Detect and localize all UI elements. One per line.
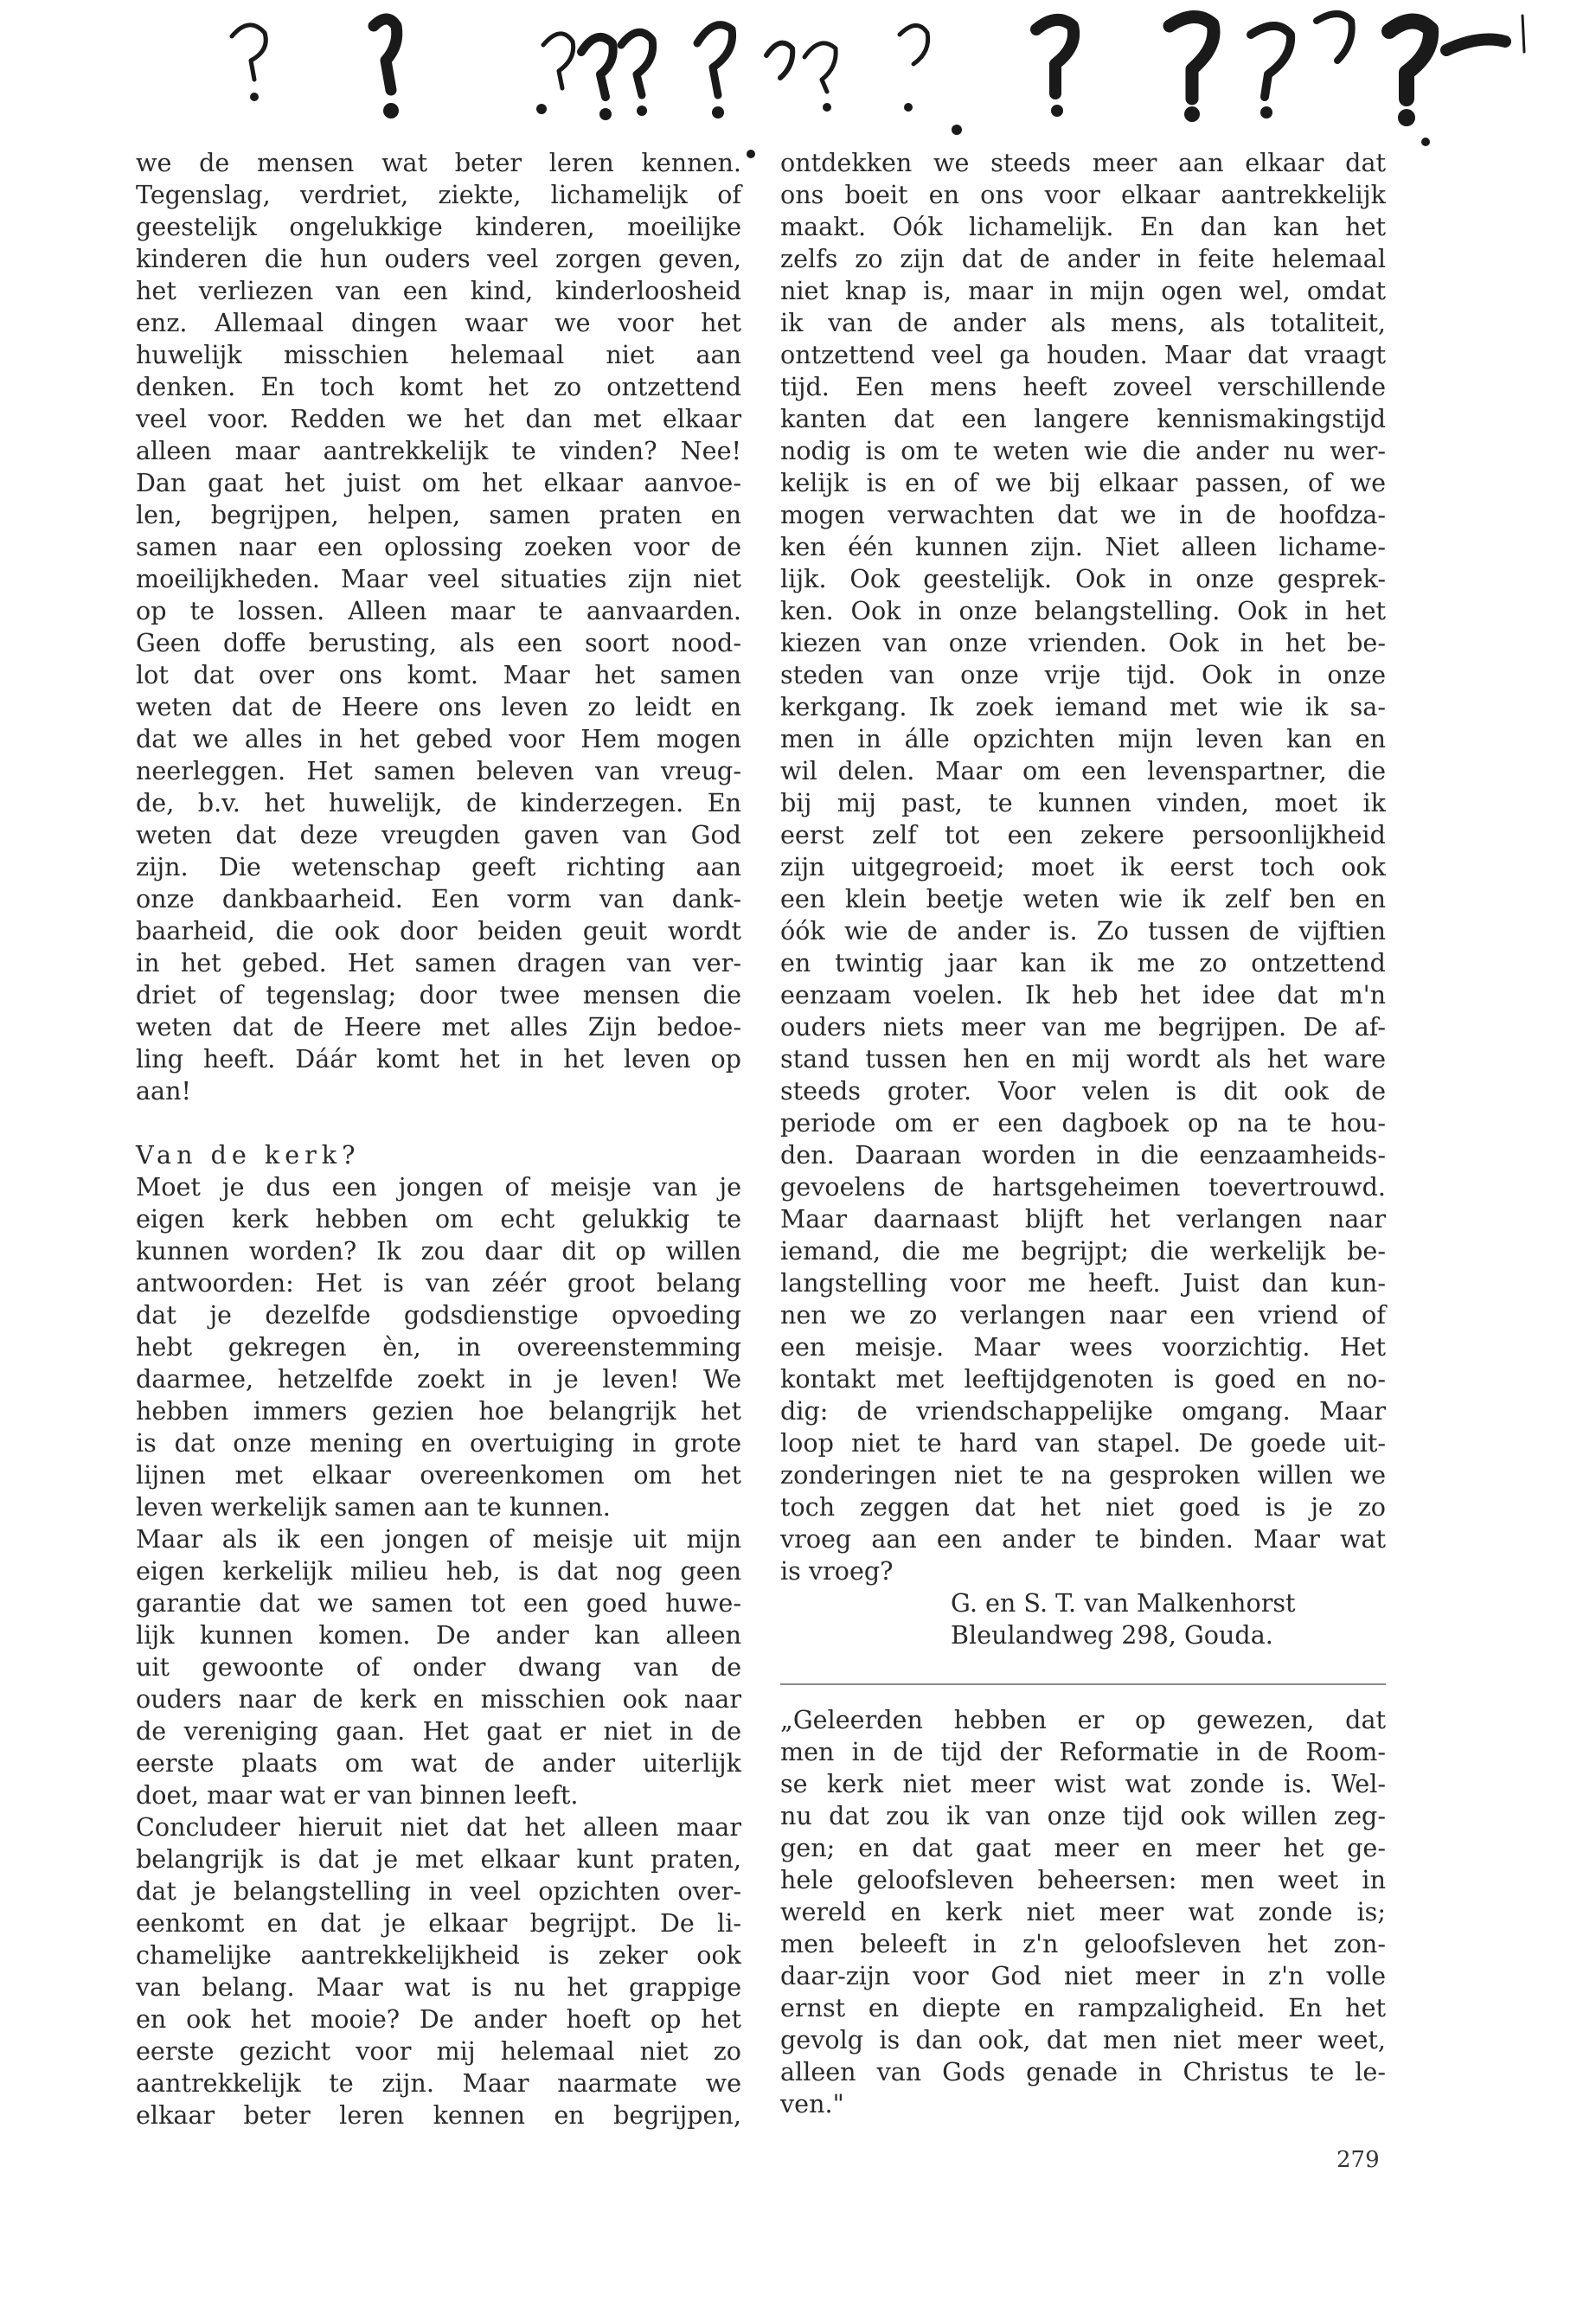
text-line: een klein beetje weten wie ik zelf ben en bbox=[780, 884, 1386, 913]
text-line: lot dat over ons komt. Maar het samen bbox=[136, 660, 741, 689]
text-line: nodig is om te weten wie die ander nu wer- bbox=[780, 436, 1386, 465]
text-line: lijk kunnen komen. De ander kan alleen bbox=[136, 1620, 741, 1650]
signature-name: G. en S. T. van Malkenhorst bbox=[951, 1588, 1296, 1618]
text-line: de vereniging gaan. Het gaat er niet in de bbox=[136, 1716, 741, 1746]
quote-line: nu dat zou ik van onze tijd ook willen zeg- bbox=[780, 1801, 1386, 1830]
text-line: geestelijk ongelukkige kinderen, moeilijke bbox=[136, 212, 741, 241]
text-line: dat je dezelfde godsdienstige opvoeding bbox=[136, 1300, 741, 1330]
text-line: nen we zo verlangen naar een vriend of bbox=[780, 1300, 1386, 1330]
text-line: eigen kerk hebben om echt gelukkig te bbox=[136, 1204, 741, 1234]
text-line: aantrekkelijk te zijn. Maar naarmate we bbox=[136, 2068, 741, 2098]
text-line: van belang. Maar wat is nu het grappige bbox=[136, 1972, 741, 2002]
text-line: maakt. Oók lichamelijk. En dan kan het bbox=[780, 212, 1386, 241]
left-body-part1 bbox=[136, 147, 741, 1107]
quote-line: ven." bbox=[780, 2089, 844, 2118]
text-line: Maar daarnaast blijft het verlangen naar bbox=[780, 1204, 1386, 1234]
text-line: óók wie de ander is. Zo tussen de vijftien bbox=[780, 916, 1386, 945]
text-line: ik van de ander als mens, als totaliteit, bbox=[780, 308, 1386, 337]
text-line: garantie dat we samen tot een goed huwe- bbox=[136, 1588, 741, 1618]
quote-line: gevolg is dan ook, dat men niet meer weet, bbox=[780, 2025, 1386, 2054]
text-line: ons boeit en ons voor elkaar aantrekkelijk bbox=[780, 180, 1386, 209]
text-line: lijnen met elkaar overeenkomen om het bbox=[136, 1460, 741, 1490]
text-line: een meisje. Maar wees voorzichtig. Het bbox=[780, 1332, 1386, 1362]
quote-line: daar-zijn voor God niet meer in z'n volle bbox=[780, 1961, 1386, 1990]
text-line: kiezen van onze vrienden. Ook in het be- bbox=[780, 628, 1386, 657]
text-line: eerst zelf tot een zekere persoonlijkheid bbox=[780, 820, 1386, 849]
text-line: ken één kunnen zijn. Niet alleen lichame- bbox=[780, 532, 1386, 561]
text-line: moeilijkheden. Maar veel situaties zijn niet bbox=[136, 564, 741, 593]
text-line: weten dat de Heere ons leven zo leidt en bbox=[136, 692, 741, 721]
text-line: langstelling voor me heeft. Juist dan kun- bbox=[780, 1268, 1386, 1298]
text-line: neerleggen. Het samen beleven van vreug- bbox=[136, 756, 741, 785]
text-line: elkaar beter leren kennen en begrijpen, bbox=[136, 2100, 741, 2130]
text-line: tijd. Een mens heeft zoveel verschillende bbox=[780, 372, 1386, 401]
text-line: zelfs zo zijn dat de ander in feite helemaal bbox=[780, 244, 1386, 273]
text-line: men in álle opzichten mijn leven kan en bbox=[780, 724, 1386, 753]
right-body bbox=[780, 147, 1386, 1587]
text-line: ouders niets meer van me begrijpen. De af- bbox=[780, 1012, 1386, 1042]
text-line: stand tussen hen en mij wordt als het ware bbox=[780, 1044, 1386, 1074]
text-line: Maar als ik een jongen of meisje uit mijn bbox=[136, 1524, 741, 1554]
quote-line: ernst en diepte en rampzaligheid. En het bbox=[780, 1993, 1386, 2022]
text-line: baarheid, die ook door beiden geuit wordt bbox=[136, 916, 741, 945]
text-line: dat je belangstelling in veel opzichten over- bbox=[136, 1876, 741, 1906]
text-line: zijn. Die wetenschap geeft richting aan bbox=[136, 852, 741, 881]
text-line: steeds groter. Voor velen is dit ook de bbox=[780, 1076, 1386, 1106]
text-line: eenkomt en dat je elkaar begrijpt. De li- bbox=[136, 1908, 741, 1938]
quote-line: hele geloofsleven beheersen: men weet in bbox=[780, 1865, 1386, 1894]
text-line: bij mij past, te kunnen vinden, moet ik bbox=[780, 788, 1386, 817]
text-line: doet, maar wat er van binnen leeft. bbox=[136, 1780, 579, 1810]
section-divider bbox=[780, 1683, 1386, 1685]
quote-line: gen; en dat gaat meer en meer het ge- bbox=[780, 1833, 1386, 1862]
signature-block bbox=[780, 1587, 1386, 1651]
text-line: hebt gekregen èn, in overeenstemming bbox=[136, 1332, 741, 1362]
text-line: kunnen worden? Ik zou daar dit op willen bbox=[136, 1236, 741, 1266]
text-line: op te lossen. Alleen maar te aanvaarden. bbox=[136, 596, 741, 625]
text-line: ontzettend veel ga houden. Maar dat vraagt bbox=[780, 340, 1386, 369]
text-line: kanten dat een langere kennismakingstijd bbox=[780, 404, 1386, 433]
text-line: leven werkelijk samen aan te kunnen. bbox=[136, 1492, 611, 1522]
text-line: uit gewoonte of onder dwang van de bbox=[136, 1652, 741, 1682]
text-line: Concludeer hieruit niet dat het alleen maar bbox=[136, 1812, 741, 1842]
text-line: eenzaam voelen. Ik heb het idee dat m'n bbox=[780, 980, 1386, 1009]
quote-line: men beleeft in z'n geloofsleven het zon- bbox=[780, 1929, 1386, 1958]
text-line: iemand, die me begrijpt; die werkelijk be- bbox=[780, 1236, 1386, 1266]
text-line: veel voor. Redden we het dan met elkaar bbox=[136, 404, 741, 433]
text-line: dat we alles in het gebed voor Hem mogen bbox=[136, 724, 741, 753]
text-line: eerste gezicht voor mij helemaal niet zo bbox=[136, 2036, 741, 2066]
quote-line: „Geleerden hebben er op gewezen, dat bbox=[780, 1705, 1386, 1734]
text-line: niet knap is, maar in mijn ogen wel, omdat bbox=[780, 276, 1386, 305]
section-heading: Van de kerk? bbox=[136, 1140, 361, 1170]
text-line: het verliezen van een kind, kinderloosheid bbox=[136, 276, 741, 305]
text-line: Dan gaat het juist om het elkaar aanvoe- bbox=[136, 468, 741, 497]
text-line: len, begrijpen, helpen, samen praten en bbox=[136, 500, 741, 529]
text-line: loop niet te hard van stapel. De goede uit- bbox=[780, 1428, 1386, 1458]
text-line: Moet je dus een jongen of meisje van je bbox=[136, 1172, 741, 1202]
text-line: kerkgang. Ik zoek iemand met wie ik sa- bbox=[780, 692, 1386, 721]
text-line: belangrijk is dat je met elkaar kunt praten, bbox=[136, 1844, 741, 1874]
text-line: ling heeft. Dáár komt het in het leven op bbox=[136, 1044, 741, 1074]
text-line: zonderingen niet te na gesproken willen we bbox=[780, 1460, 1386, 1490]
text-line: periode om er een dagboek op na te hou- bbox=[780, 1108, 1386, 1138]
left-body-part2 bbox=[136, 1171, 741, 2131]
text-line: enz. Allemaal dingen waar we voor het bbox=[136, 308, 741, 337]
text-line: kontakt met leeftijdgenoten is goed en no- bbox=[780, 1364, 1386, 1394]
text-line: ken. Ook in onze belangstelling. Ook in het bbox=[780, 596, 1386, 625]
text-line: we de mensen wat beter leren kennen. bbox=[136, 148, 741, 177]
text-line: mogen verwachten dat we in de hoofdza- bbox=[780, 500, 1386, 529]
text-line: ontdekken we steeds meer aan elkaar dat bbox=[780, 148, 1386, 177]
text-line: gevoelens de hartsgeheimen toevertrouwd. bbox=[780, 1172, 1386, 1202]
text-line: chamelijke aantrekkelijkheid is zeker ook bbox=[136, 1940, 741, 1970]
quote-line: se kerk niet meer wist wat zonde is. Wel- bbox=[780, 1769, 1386, 1798]
text-line: eerste plaats om wat de ander uiterlijk bbox=[136, 1748, 741, 1778]
text-line: vroeg aan een ander te binden. Maar wat bbox=[780, 1524, 1386, 1554]
text-line: huwelijk misschien helemaal niet aan bbox=[136, 340, 741, 369]
page-number: 279 bbox=[1336, 2147, 1380, 2173]
text-line: driet of tegenslag; door twee mensen die bbox=[136, 980, 741, 1009]
text-line: en twintig jaar kan ik me zo ontzettend bbox=[780, 948, 1386, 977]
text-line: alleen maar aantrekkelijk te vinden? Nee! bbox=[136, 436, 741, 465]
text-line: lijk. Ook geestelijk. Ook in onze gesprek- bbox=[780, 564, 1386, 593]
text-line: antwoorden: Het is van zéér groot belang bbox=[136, 1268, 741, 1298]
text-line: steden van onze vrije tijd. Ook in onze bbox=[780, 660, 1386, 689]
text-line: ouders naar de kerk en misschien ook naar bbox=[136, 1684, 741, 1714]
text-line: in het gebed. Het samen dragen van ver- bbox=[136, 948, 741, 977]
text-line: is vroeg? bbox=[780, 1556, 894, 1586]
text-line: weten dat de Heere met alles Zijn bedoe- bbox=[136, 1012, 741, 1042]
right-column bbox=[780, 147, 1386, 2120]
text-line: den. Daaraan worden in die eenzaamheids- bbox=[780, 1140, 1386, 1170]
text-line: en ook het mooie? De ander hoeft op het bbox=[136, 2004, 741, 2034]
text-line: samen naar een oplossing zoeken voor de bbox=[136, 532, 741, 561]
quote-line: men in de tijd der Reformatie in de Room- bbox=[780, 1737, 1386, 1766]
text-line: zijn uitgegroeid; moet ik eerst toch ook bbox=[780, 852, 1386, 881]
quote-line: alleen van Gods genade in Christus te le- bbox=[780, 2057, 1386, 2086]
quote-line: wereld en kerk niet meer wat zonde is; bbox=[780, 1897, 1386, 1926]
text-line: denken. En toch komt het zo ontzettend bbox=[136, 372, 741, 401]
text-line: wil delen. Maar om een levenspartner, die bbox=[780, 756, 1386, 785]
text-line: is dat onze mening en overtuiging in grote bbox=[136, 1428, 741, 1458]
text-line: de, b.v. het huwelijk, de kinderzegen. En bbox=[136, 788, 741, 817]
text-line: aan! bbox=[136, 1076, 192, 1106]
left-column bbox=[136, 147, 741, 2131]
text-line: kinderen die hun ouders veel zorgen geven, bbox=[136, 244, 741, 273]
text-line: dig: de vriendschappelijke omgang. Maar bbox=[780, 1396, 1386, 1426]
text-line: eigen kerkelijk milieu heb, is dat nog geen bbox=[136, 1556, 741, 1586]
signature-address: Bleulandweg 298, Gouda. bbox=[951, 1620, 1273, 1650]
text-line: weten dat deze vreugden gaven van God bbox=[136, 820, 741, 849]
quote-block bbox=[780, 1704, 1386, 2120]
text-line: daarmee, hetzelfde zoekt in je leven! We bbox=[136, 1364, 741, 1394]
text-line: Geen doffe berusting, als een soort nood- bbox=[136, 628, 741, 657]
text-line: kelijk is en of we bij elkaar passen, of we bbox=[780, 468, 1386, 497]
text-line: toch zeggen dat het niet goed is je zo bbox=[780, 1492, 1386, 1522]
text-line: hebben immers gezien hoe belangrijk het bbox=[136, 1396, 741, 1426]
text-line: Tegenslag, verdriet, ziekte, lichamelijk of bbox=[136, 180, 741, 209]
text-line: onze dankbaarheid. Een vorm van dank- bbox=[136, 884, 741, 913]
